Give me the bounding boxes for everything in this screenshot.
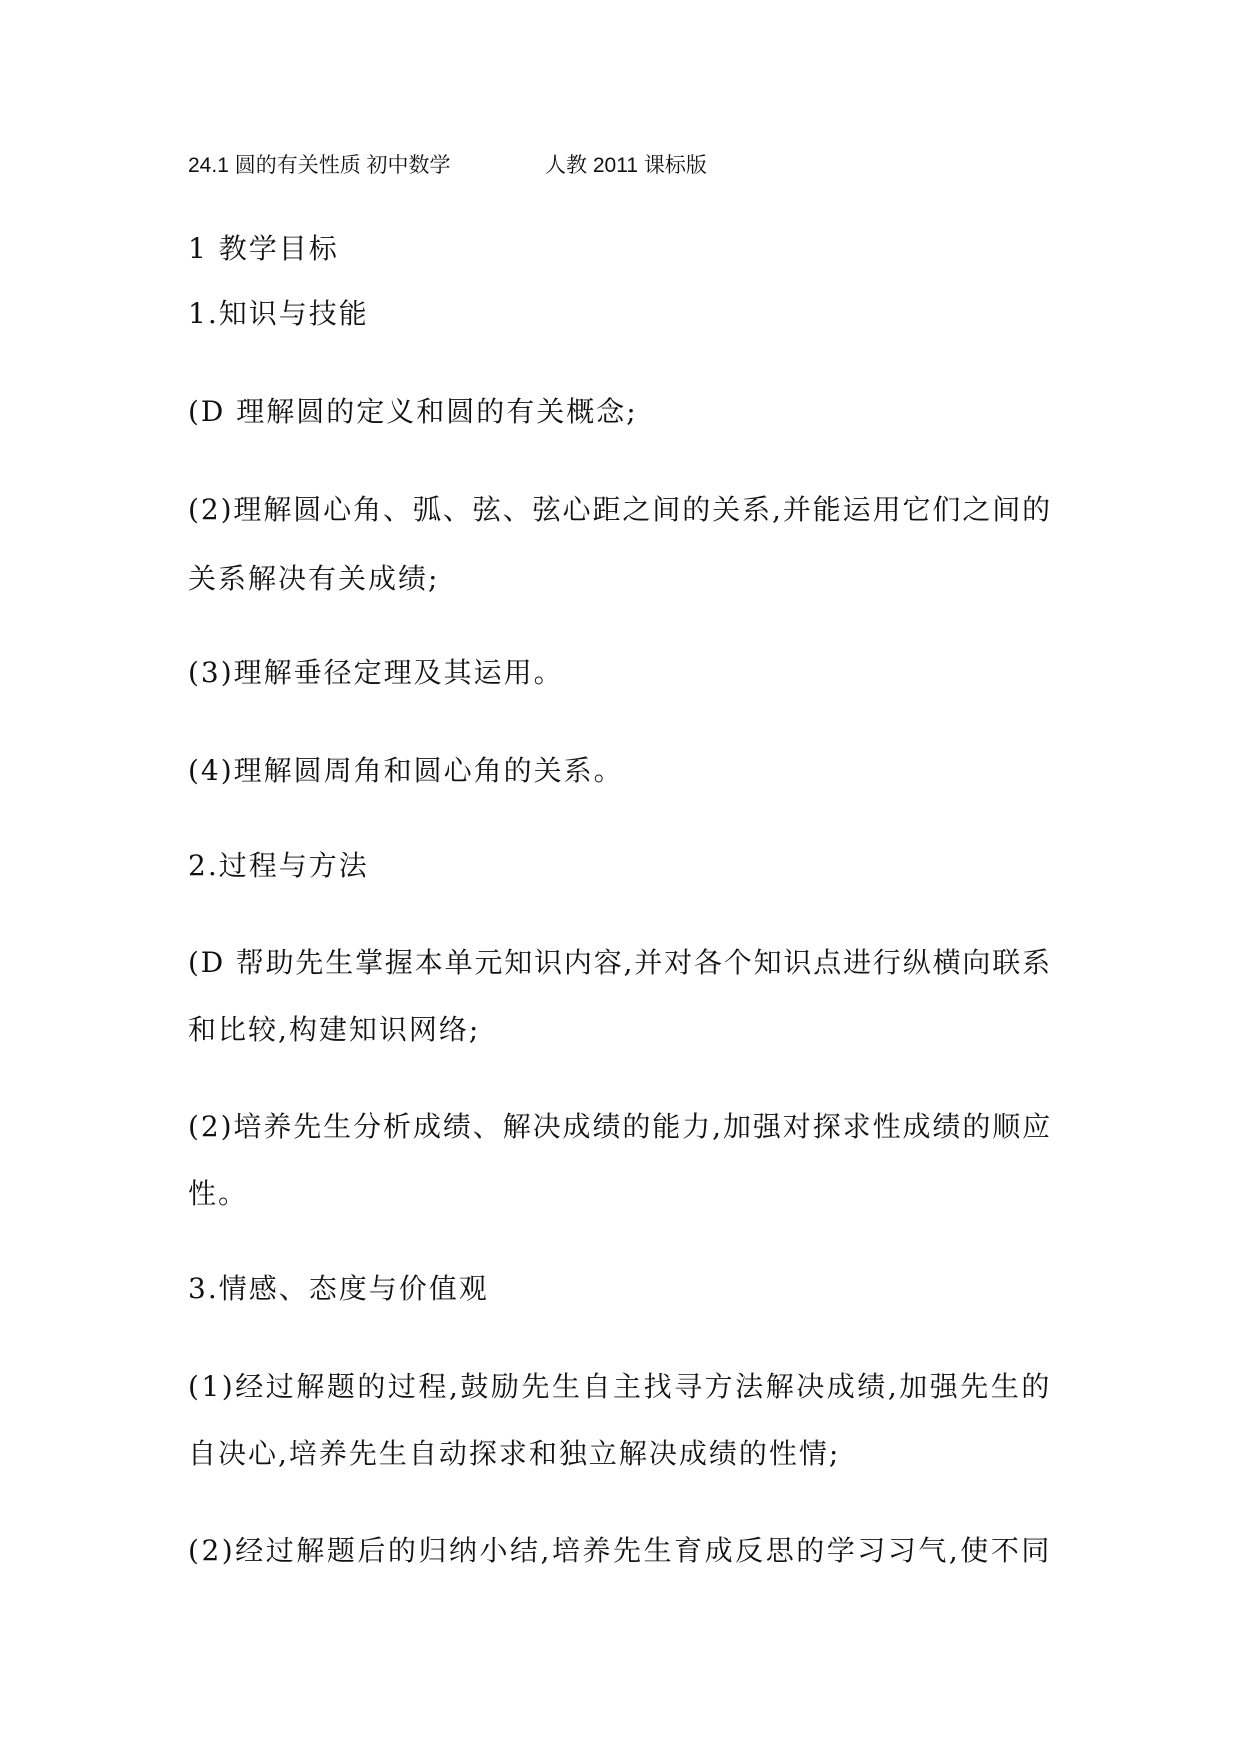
paragraph-line: 自决心,培养先生自动探求和独立解决成绩的性情; bbox=[188, 1437, 841, 1470]
paragraph-line: (1)经过解题的过程,鼓励先生自主找寻方法解决成绩,加强先生的 bbox=[188, 1370, 1052, 1403]
header-edition-label: 人教 2011 课标版 bbox=[545, 154, 707, 177]
paragraph-line: (2)培养先生分析成绩、解决成绩的能力,加强对探求性成绩的顺应 bbox=[188, 1110, 1053, 1143]
paragraph-line: (2)经过解题后的归纳小结,培养先生育成反思的学习习气,使不同 bbox=[188, 1534, 1052, 1567]
subsection-heading-process: 2.过程与方法 bbox=[188, 849, 369, 882]
paragraph-line: (3)理解垂径定理及其运用。 bbox=[188, 656, 564, 689]
section-title: 1 教学目标 bbox=[188, 232, 339, 265]
subsection-heading-knowledge: 1.知识与技能 bbox=[188, 297, 369, 330]
paragraph-line: (2)理解圆心角、弧、弦、弦心距之间的关系,并能运用它们之间的 bbox=[188, 493, 1053, 526]
document-header bbox=[0, 151, 1241, 181]
paragraph-line: 性。 bbox=[188, 1177, 249, 1210]
paragraph-line: (D 帮助先生掌握本单元知识内容,并对各个知识点进行纵横向联系 bbox=[188, 946, 1052, 979]
paragraph-line: (D 理解圆的定义和圆的有关概念; bbox=[188, 395, 638, 428]
header-lesson-title: 24.1 圆的有关性质 初中数学 bbox=[188, 154, 451, 177]
subsection-heading-values: 3.情感、态度与价值观 bbox=[188, 1272, 489, 1305]
paragraph-line: 和比较,构建知识网络; bbox=[188, 1013, 481, 1046]
paragraph-line: (4)理解圆周角和圆心角的关系。 bbox=[188, 754, 624, 787]
paragraph-line: 关系解决有关成绩; bbox=[188, 562, 440, 595]
